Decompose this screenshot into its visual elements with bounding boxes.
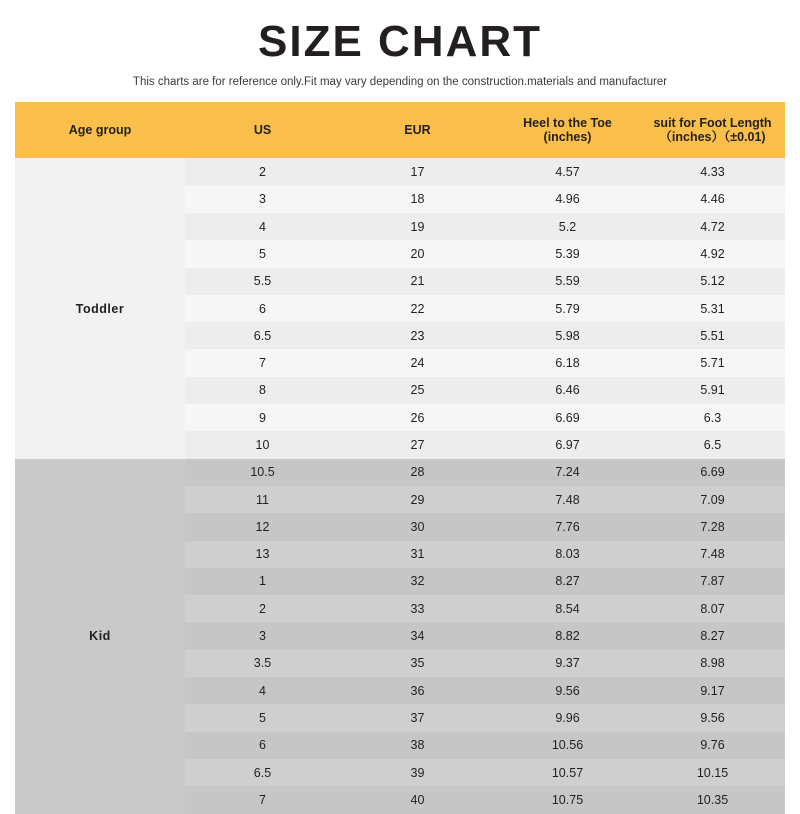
cell-us: 3.5	[185, 650, 340, 677]
cell-foot-length: 4.46	[640, 186, 785, 213]
page-subtitle: This charts are for reference only.Fit may vary depending on the construction.materials and manufacturer	[132, 76, 668, 89]
cell-eur: 36	[340, 677, 495, 704]
cell-us: 11	[185, 486, 340, 513]
cell-heel-to-toe: 6.97	[495, 431, 640, 458]
cell-foot-length: 4.33	[640, 158, 785, 185]
cell-foot-length: 9.17	[640, 677, 785, 704]
cell-foot-length: 4.92	[640, 240, 785, 267]
cell-us: 8	[185, 377, 340, 404]
cell-heel-to-toe: 5.98	[495, 322, 640, 349]
cell-heel-to-toe: 9.37	[495, 650, 640, 677]
cell-heel-to-toe: 5.59	[495, 268, 640, 295]
cell-us: 9	[185, 404, 340, 431]
cell-eur: 30	[340, 513, 495, 540]
cell-heel-to-toe: 4.57	[495, 158, 640, 185]
cell-eur: 20	[340, 240, 495, 267]
cell-heel-to-toe: 6.18	[495, 349, 640, 376]
cell-eur: 18	[340, 186, 495, 213]
cell-foot-length: 8.98	[640, 650, 785, 677]
cell-heel-to-toe: 9.56	[495, 677, 640, 704]
cell-us: 6	[185, 732, 340, 759]
cell-us: 12	[185, 513, 340, 540]
cell-eur: 23	[340, 322, 495, 349]
cell-heel-to-toe: 7.48	[495, 486, 640, 513]
table-body	[15, 158, 785, 813]
cell-eur: 28	[340, 459, 495, 486]
size-chart-table	[15, 102, 785, 813]
cell-heel-to-toe: 9.96	[495, 704, 640, 731]
cell-us: 10	[185, 431, 340, 458]
header-label-line1: suit for Foot Length	[653, 116, 772, 131]
cell-foot-length: 7.48	[640, 541, 785, 568]
cell-eur: 22	[340, 295, 495, 322]
cell-heel-to-toe: 8.54	[495, 595, 640, 622]
cell-foot-length: 7.09	[640, 486, 785, 513]
cell-foot-length: 5.31	[640, 295, 785, 322]
page-title: SIZE CHART	[258, 17, 542, 66]
cell-heel-to-toe: 6.69	[495, 404, 640, 431]
cell-foot-length: 5.51	[640, 322, 785, 349]
cell-us: 3	[185, 622, 340, 649]
cell-foot-length: 8.07	[640, 595, 785, 622]
cell-eur: 26	[340, 404, 495, 431]
header-label-line2: （inches）（±0.01)	[659, 130, 766, 145]
cell-us: 6.5	[185, 759, 340, 786]
cell-eur: 17	[340, 158, 495, 185]
cell-eur: 31	[340, 541, 495, 568]
cell-us: 4	[185, 677, 340, 704]
cell-eur: 39	[340, 759, 495, 786]
cell-heel-to-toe: 10.75	[495, 786, 640, 813]
group-label-toddler: Toddler	[15, 158, 185, 458]
cell-foot-length: 7.87	[640, 568, 785, 595]
cell-eur: 35	[340, 650, 495, 677]
table-row	[15, 158, 785, 185]
cell-us: 2	[185, 158, 340, 185]
cell-heel-to-toe: 8.03	[495, 541, 640, 568]
group-label-kid: Kid	[15, 459, 185, 814]
cell-us: 6.5	[185, 322, 340, 349]
cell-foot-length: 7.28	[640, 513, 785, 540]
header-label-line1: Heel to the Toe	[523, 116, 612, 131]
cell-heel-to-toe: 4.96	[495, 186, 640, 213]
cell-foot-length: 5.91	[640, 377, 785, 404]
cell-us: 1	[185, 568, 340, 595]
column-header-us	[185, 102, 340, 158]
cell-eur: 38	[340, 732, 495, 759]
header-label-line1: Age group	[68, 123, 132, 138]
cell-us: 5	[185, 240, 340, 267]
cell-eur: 40	[340, 786, 495, 813]
cell-us: 3	[185, 186, 340, 213]
cell-foot-length: 8.27	[640, 622, 785, 649]
table-row	[15, 459, 785, 486]
cell-heel-to-toe: 10.56	[495, 732, 640, 759]
column-header-age-group	[15, 102, 185, 158]
cell-foot-length: 6.3	[640, 404, 785, 431]
header-row	[15, 102, 785, 158]
cell-eur: 25	[340, 377, 495, 404]
cell-us: 5	[185, 704, 340, 731]
cell-heel-to-toe: 10.57	[495, 759, 640, 786]
cell-foot-length: 4.72	[640, 213, 785, 240]
cell-eur: 24	[340, 349, 495, 376]
cell-us: 6	[185, 295, 340, 322]
cell-foot-length: 9.76	[640, 732, 785, 759]
column-header-foot-length	[640, 102, 785, 158]
cell-foot-length: 5.71	[640, 349, 785, 376]
cell-heel-to-toe: 7.76	[495, 513, 640, 540]
cell-eur: 37	[340, 704, 495, 731]
cell-foot-length: 6.5	[640, 431, 785, 458]
cell-foot-length: 6.69	[640, 459, 785, 486]
cell-eur: 32	[340, 568, 495, 595]
cell-us: 5.5	[185, 268, 340, 295]
cell-eur: 33	[340, 595, 495, 622]
cell-foot-length: 10.15	[640, 759, 785, 786]
cell-eur: 21	[340, 268, 495, 295]
cell-heel-to-toe: 7.24	[495, 459, 640, 486]
column-header-eur	[340, 102, 495, 158]
cell-eur: 27	[340, 431, 495, 458]
cell-heel-to-toe: 8.27	[495, 568, 640, 595]
header-label-line1: EUR	[404, 123, 431, 138]
cell-foot-length: 5.12	[640, 268, 785, 295]
cell-eur: 34	[340, 622, 495, 649]
table-header	[15, 102, 785, 158]
cell-us: 7	[185, 349, 340, 376]
header-label-line2: (inches)	[543, 130, 592, 145]
cell-us: 10.5	[185, 459, 340, 486]
cell-foot-length: 10.35	[640, 786, 785, 813]
cell-us: 7	[185, 786, 340, 813]
cell-eur: 19	[340, 213, 495, 240]
cell-heel-to-toe: 5.79	[495, 295, 640, 322]
cell-heel-to-toe: 8.82	[495, 622, 640, 649]
header-label-line1: US	[253, 123, 272, 138]
cell-foot-length: 9.56	[640, 704, 785, 731]
cell-us: 13	[185, 541, 340, 568]
cell-eur: 29	[340, 486, 495, 513]
cell-us: 4	[185, 213, 340, 240]
cell-heel-to-toe: 5.2	[495, 213, 640, 240]
cell-us: 2	[185, 595, 340, 622]
cell-heel-to-toe: 5.39	[495, 240, 640, 267]
cell-heel-to-toe: 6.46	[495, 377, 640, 404]
column-header-heel-to-toe	[495, 102, 640, 158]
